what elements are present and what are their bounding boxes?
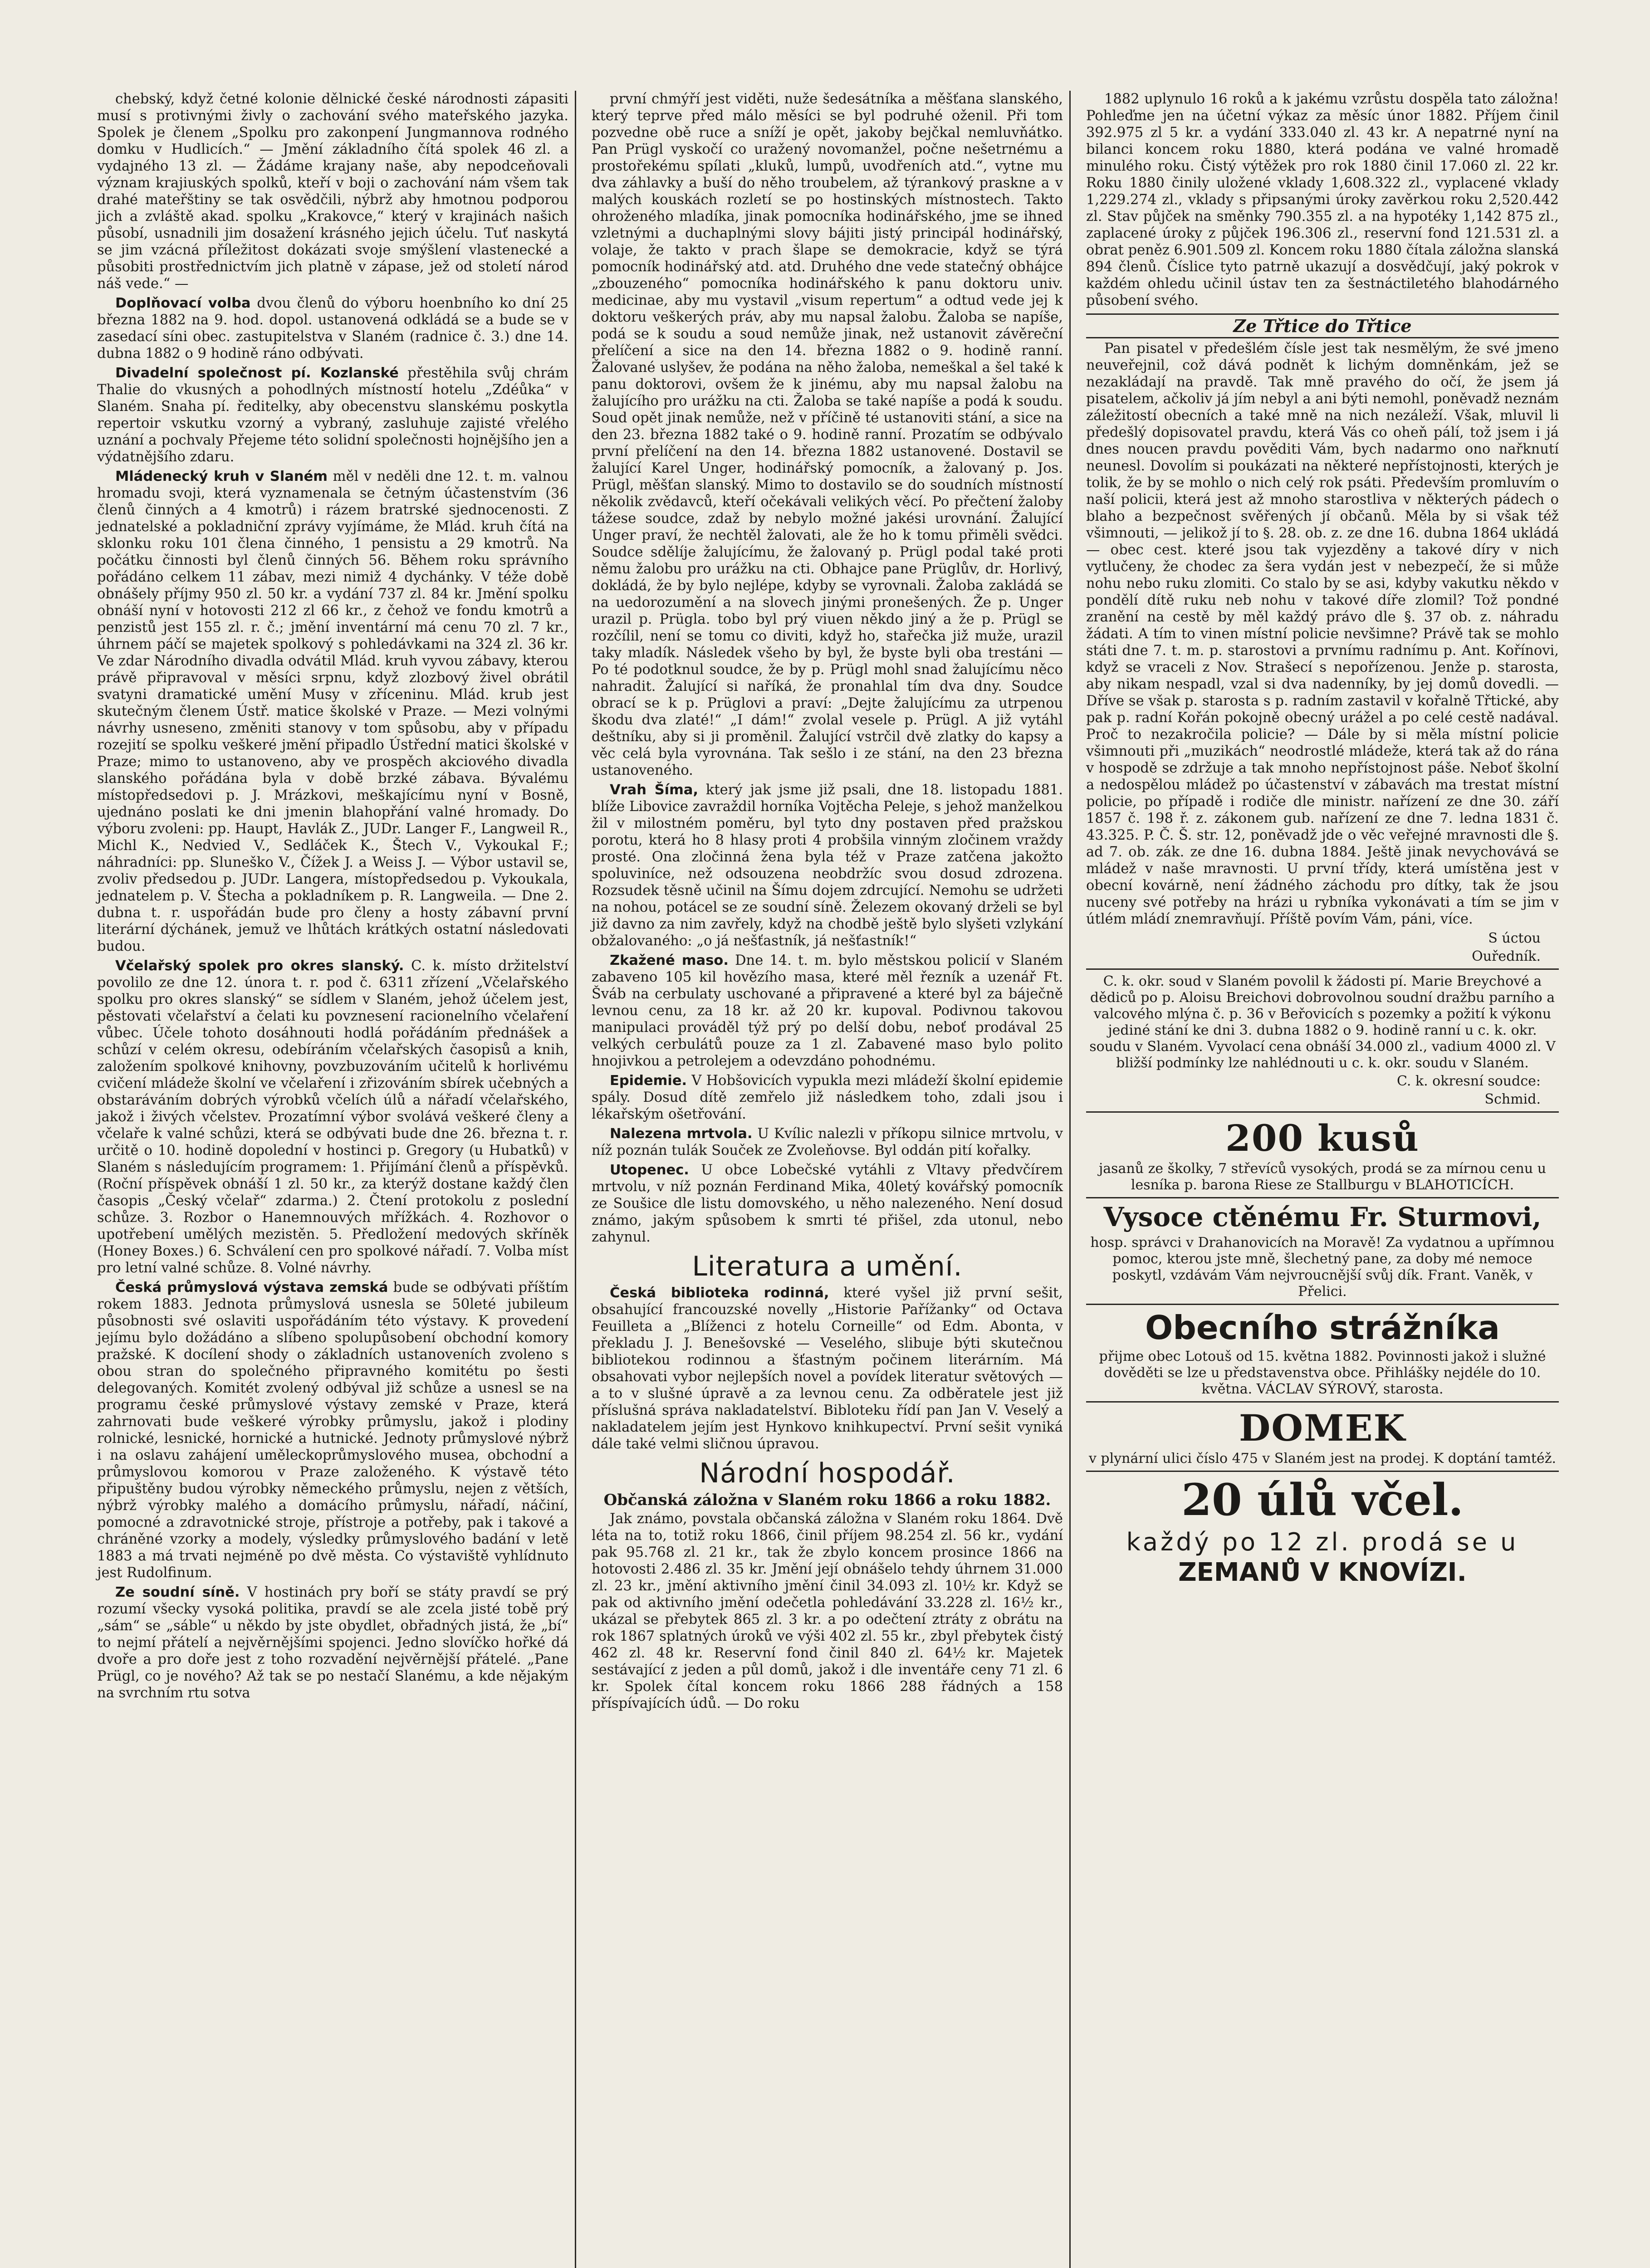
divider-rule — [1086, 1401, 1559, 1403]
article-paragraph — [1086, 91, 1559, 309]
article-paragraph — [592, 1162, 1063, 1246]
article-paragraph — [97, 91, 568, 292]
divider-rule — [1086, 1197, 1559, 1198]
advertisement-headline: Obecního strážníka — [1145, 1309, 1500, 1347]
signature-line: S úctou — [1488, 930, 1541, 946]
article-heading: Česká průmyslová výstava zemská — [115, 1280, 388, 1295]
advertisement-headline: Vysoce ctěnému Fr. Sturmovi, — [1103, 1202, 1542, 1232]
article-heading: Vrah Šíma, — [610, 782, 699, 798]
article-paragraph — [592, 1125, 1063, 1159]
article-text: první chmýří jest viděti, nuže šedesátníka a měšťana slanského, který teprve před málo měsíci se byl podruhé oženil. Při tom pozvedne obě ruce a sníží je opět, jakoby bejčkal nemluvňátko. Pan Prügl vyskočí co uražený novomanžel, počne nešetrnému a prostořekému spílati „kluků, lumpů, uvodřeních atd.“, vytne mu dva záhlavky a buší do něho troubelem, až týrankový praskne a v malých kouskách rozletí se po hostinských místnostech. Takto ohroženého mladíka, jinak pomocníka hodinářského, jme se ihned vzletnými a duchaplnými slovy bájiti jistý principál hodinářský, volaje, že takto v prach šlape se demokracie, když se týrá pomocník hodinářský atd. atd. Druhého dne vede statečný obhájce „zbouzeného“ pomocníka hodinářského k panu doktoru univ. medicinae, aby mu vystavil „visum repertum“ a odtud vede jej k doktoru veškerých práv, aby mu napsal žalobu. Žaloba se napíše, podá se k soudu a soud nemůže jinak, než ustanovit závěreční přelíčení a sice na den 14. března 1882 o 9. hodině ranní. Žalované uslyšev, že podána na něho žaloba, nemeškal a šel také k panu doktorovi, ovšem že k jinému, aby mu napsal žalobu na žalujícího pro urážku na cti. Žaloba se také napíše a podá k soudu. Soud opět jinak nemůže, než v příčině té ustanoviti stání, a sice na den 23. března 1882 také o 9. hodině ranní. Prozatím se odbývalo první přelíčení na den 14. března 1882 ustanovené. Dostavil se žalující Karel Unger, hodinářský pomocník, a žalovaný p. Jos. Prügl, měšťan slanský. Mimo to dostavilo se do soudních místností několik zvědavců, kteří očekávali velikých věcí. Po přečtení žaloby tážese soudce, zdaž by nebylo možné jakési urovnání. Žalující Unger praví, že nechtěl žalovati, ale že ho k tomu přiměli svědci. Soudce sdělíje žalujícímu, že žalovaný p. Prügl podal také proti němu žalobu pro urážku na cti. Obhajce pane Prüglův, dr. Horlivý, dokládá, že by bylo nejlépe, kdyby se vyrovnali. Žaloba zakládá se na uedorozumění a na slovech jinými pronešených. Že p. Unger urazil p. Prügla. tobo byl prý viuen někdo jiný a že p. Prügl se rozčílil, není se tomu co diviti, když ho, stařečka již muže, urazil taky mladík. Následek všeho by byl, že byste byli oba trestáni — Po té podotknul soudce, že by p. Prügl mohl snad žalujícímu něco nahradit. Žalující si naříká, že pronahlal tím dva dny. Soudce obrací se k p. Prüglovi a praví: „Dejte žalujícímu za utrpenou škodu dva zlaté!“ „I dám!“ zvolal vesele p. Prügl. A již vytáhl deštníku, aby si ji proměnil. Žalující vstrčil dvě zlatky do kapsy a věc celá byla vyrovnána. Tak sešlo i ze stání, na den 23 března ustanoveného. — [592, 91, 1063, 778]
article-paragraph — [97, 468, 568, 955]
article-paragraph — [97, 295, 568, 362]
advertisement-text: jasanů ze školky, 7 střevíců vysokých, prodá se za mírnou cenu u lesníka p. barona Riese ze Stallburgu v BLAHOTICÍCH. — [1098, 1161, 1547, 1193]
column-3 — [1080, 91, 1565, 2268]
article-text: přestěhila svůj chrám Thalie do vkusných a pohodlných místností hotelu „Zdéůka“ v Slaném. Snaha pí. ředitelky, aby obecenstvu slanskému poskytla repertoir vskutku vzorný a vybraný, zasluhuje zajisté vřelého uznání a pochvaly Přejeme této solidní společnosti hojnějšího jen a výdatnějšího zdaru. — [97, 365, 568, 465]
article-paragraph — [97, 365, 568, 465]
article-text: V Hobšovicích vypukla mezi mládeží školní epidemie spály. Dosud dítě zemřelo již následkem toho, zdali jsou i lékařským ošetřování. — [592, 1073, 1063, 1122]
signature-name: Ouředník. — [1472, 948, 1541, 964]
article-heading: Česká biblioteka rodinná, — [610, 1285, 829, 1301]
advertisement-headline: 200 kusů — [1225, 1117, 1420, 1159]
newspaper-page — [91, 91, 1565, 2268]
article-text: chebský, když četné kolonie dělnické české národnosti zápasiti musí s protivnými živly o zachování svého mateřského jazyka. Spolek je členem „Spolku pro zakonpení Jungmannova rodného domku v Hudlicích.“ — Jmění základního čítá spolek 46 zl. a vydajného 13 zl. — Žádáme krajany naše, aby nepodceňovali význam krajiuských spolků, kteří v boji o zachování nám všem tak drahé mateřštiny se tak osvědčili, nýbrž aby hmotnou podporou jich a zvláště akad. spolku „Krakovce,“ který v krajinách našich působí, usnadnili jim dosažení krásného jejich účelu. Tuť naskytá se jim vzácná příležitost dokázati svoje smýšlení vlastenecké a působiti prostřednictvím jich platně v zápase, jež od století národ náš vede.“ — — [97, 91, 568, 292]
article-text: které vyšel již první sešit, obsahující francouzské novelly „Historie Pařížanky“ od Octava Feuilleta a „Blíženci z hotelu Corneille“ od Edm. Abonta, v překladu J. J. Benešovské — Veselého, slibuje býti skutečnou bibliotekou rodinnou a šťastným počinem literárním. Má obsahovati vybor nejlepších novel a povídek literatur světových — a to v slušné úpravě a za levnou cenu. Za odběratele jest již příslušná správa nakladatelství. Bibloteku řídí pan Jan V. Veselý a nakladatelem jejím jest Hynkovo knihkupectví. První sešit vyniká dále také velmi sličnou úpravou. — [592, 1285, 1063, 1452]
divider-rule — [1086, 1471, 1559, 1472]
article-text: dvou členů do výboru hoenbního ko dní 25 března 1882 na 9. hod. dopol. ustanovená odkládá se a bude se v zasedací síni obec. zastupitelstva v Slaném (radnice č. 3.) dne 14. dubna 1882 o 9 hodině ráno odbývati. — [97, 295, 569, 362]
article-text: C. k. místo držitelství povolilo ze dne 12. února t. r. pod č. 6311 zřízení „Včelařského spolku pro okres slanský“ se sídlem v Slaném, jehož účelem jest, pěstovati včelařství a čelati ku povznesení racionelního včelaření vůbec. Účele tohoto dosáhnouti hodlá pořádáním přednášek a schůzí v celém okresu, odebíráním včelařských časopisů a knih, založením spolkové knihovny, povzbuzováním učitelů k horlivému cvičení mládeže školní ve včelaření i zřizováním sbírek učebných a obstaráváním dobrých výrobků včelích úlů a nářadí včelařského, jakož i živých včelstev. Prozatímní výbor svolává veškeré členy a včelaře k valné schůzi, která se odbývati bude dne 26. března t. r. určitě o 10. hodině dopolední v hostinci p. Gregory (u Hubatků) v Slaném s následujícím programem: 1. Přijímání členů a příspěvků. (Roční příspěvek obnáší 1 zl. 50 kr., za kterýž dostane každý člen časopis „Český včelař“ zdarma.) 2. Čtení protokolu z poslední schůze. 3. Rozbor o Hanemnouvých mřížkách. 4. Rozhovor o upotřebení umělých mezistěn. 5. Předložení medových skříněk (Honey Boxes.) 6. Schválení cen pro spolkové nářadí. 7. Volba míst pro letní valné schůze. 8. Volné návrhy. — [97, 958, 569, 1276]
article-heading: Nalezena mrtvola. — [610, 1126, 753, 1142]
article-heading: Mládenecký kruh v Slaném — [115, 469, 328, 484]
letter-heading: Ze Třtice do Třtice — [1086, 313, 1559, 338]
advertisement-text: hosp. správci v Drahanovicích na Moravě! Za vydatnou a upřímnou pomoc, kterou jste mně, šlechetný pane, za doby mé nemoce poskytl, vzdávám Vám nejvroucnější svůj dík. Frant. Vaněk, v Přelici. — [1090, 1235, 1555, 1300]
article-heading: Utopenec. — [610, 1162, 689, 1178]
article-text: Pan pisatel v předešlém čísle jest tak nesmělým, že své jmeno neuveřejnil, což dává podnět k lichým domněnkám, jež se nezakládají na pravdě. Tak mně pravého do očí, že jsem já pisatelem, ačkoliv já jím nebyl a ani býti nemohl, poněvadž neznám záležitostí obecních a také mně na nich nezáleží. Však, mluvil li předešlý dopisovatel pravdu, která Vás co oheň pálí, tož jsem i já dnes noucen pravdu pověditi Vám, bych nadarmo ono nařknutí neunesl. Dovolím si poukázati na některé nepřístojnosti, kterých je tolik, že by se mohlo o nich celý rok psáti. Především promluvím o naší policii, která jest až mnoho starostliva v některých pádech o blaho a bezpečnost svěřených jí občanů. Měla by si však též všimnouti, — jelikož jí to §. 28. ob. z. ze dne 16. dubna 1864 ukládá — obec cest. které jsou tak vyjezděny a takové díry v nich vytlučeny, že chodec za šera vydán jest v nebezpečí, že si může nohu nebo ruku zlomiti. Co stalo by se asi, kdyby vakutku někdo v pondělí dítě ruku neb nohu v takové díře zlomil? Tož pondné zranění na cestě by měl každý právo dle §. 37 ob. z. náhradu žádati. A tím to vinen místní policie nevšimne? Právě tak se mohlo státi dne 7. t. m. p. starostovi a prvnímu radnímu p. Ant. Kořínovi, když se vraceli z Nov. Strašecí s nepořízenou. Jenže p. starosta, aby nikam nespadl, vzal si dva nadenníky, by jej domů dovedli. — Dříve se však p. starosta s p. radním zastavil v kořalně Třtické, aby pak p. radní Kořán pokojně obecný urážel a po celé cestě nadával. Proč to nezakročila policie? — Dále by si měla místní policie všimnouti při „muzikách“ neodrostlé mládeže, která tak až do rána v hospodě se zdržuje a tak mnoho nepřístojnost páše. Neboť školní a nedospělou mládež po účastenství v zábavách ma trestat místní policie, po případě i rodiče dle ministr. nařízení ze dne 30. září 1857 č. 198 ř. z. zákonem gub. nařízení ze dne 7. ledna 1831 č. 43.325. P. Č. Š. str. 12, poněvadž jde o věc veřejné mravnosti dle §. ad 7. ob. zák. ze dne 16. dubna 1884. Ještě jinak nevychovává se mládež v naše mravnosti. U první třídy, která umístěna jest v obecní kovárně, není žádného záchodu pro dítky, tak že jsou nuceny své potřeby na hrázi u rybníka vykonávati a tím se jim v útlém mládí znemravňují. Příště povím Vám, páni, více. — [1086, 341, 1559, 927]
article-heading: Epidemie. — [610, 1073, 687, 1089]
article-paragraph — [592, 1510, 1063, 1712]
article-paragraph — [592, 1072, 1063, 1123]
section-heading: Literatura a umění. — [692, 1251, 963, 1282]
divider-rule — [1086, 968, 1559, 970]
article-paragraph — [592, 952, 1063, 1070]
article-text: Dne 14. t. m. bylo městskou policií v Slaném zabaveno 105 kil hovězího masa, které měl řezník a uzenář Ft. Šváb na cerbulaty uschované a připravené a které byl za báječně levnou cenu, za 18 kr. až 20 kr. kupoval. Podivnou takovou manipulaci prováděl týž prý po delší dobu, neboť prodával 25 velkých cerbulátů pouze za 1 zl. Zabavené maso bylo polito hnojivkou a petrolejem a odevzdáno pohodnému. — [592, 953, 1063, 1069]
article-paragraph — [97, 1279, 568, 1581]
advertisement-headline: DOMEK — [1239, 1407, 1406, 1449]
advertisement-text: v plynární ulici číslo 475 v Slaném jest na prodej. K doptání tamtéž. — [1088, 1451, 1557, 1466]
column-1 — [91, 91, 576, 2268]
article-paragraph — [592, 91, 1063, 779]
article-text: 1882 uplynulo 16 roků a k jakému vzrůstu dospěla tato záložna! Pohleďme jen na účetní výkaz za měsíc únor 1882. Příjem činil 392.975 zl 5 kr. a vydání 333.040 zl. 43 kr. A nepatrné nyní na bilanci koncem roku 1880, která podána ve valné hromadě minulého roku. Čistý výtěžek pro rok 1880 činil 17.060 zl. 22 kr. Roku 1880 činily uložené vklady 1,608.322 zl., vyplacené vklady 1,229.274 zl., vklady s připsanými úroky zavěrkou roku 2,520.442 zl. Stav půjček na směnky 790.355 zl. a na hypotéky 1,142 875 zl., zaplacené úroky z půjček 196.306 zl., reservní fond 121.531 zl. a obrat peněz 6.901.509 zl. Koncem roku 1880 čítala záložna slanská 894 členů. Číslice tyto patrně ukazují a dosvědčují, jaký pokrok v každém ohledu učinil ústav ten za šestnáctiletého blahodárného působení svého. — [1086, 91, 1559, 308]
article-text: Jak známo, povstala občanská záložna v Slaném roku 1864. Dvě léta na to, totiž roku 1866, činil příjem 98.254 zl. 56 kr., vydání pak 95.768 zl. 21 kr., tak že zbylo koncem prosince 1866 na hotovosti 2.486 zl. 35 kr. Jmění její obnášelo tehdy úhrnem 31.000 zl. 23 kr., jmění aktivního jmění činil 34.093 zl. 10½ kr. Když se pak od aktivního jmění odečetla pohledávání 33.228 zl. 16½ kr., ukázal se přebytek 865 zl. 3 kr. a po odečtení ztráty z obrátu na rok 1867 splatných úroků ve výši 402 zl. 55 kr., zbyl přebytek čistý 462 zl. 48 kr. Reservní fond činil 840 zl. 64½ kr. Majetek sestávající z jeden a půl domů, jakož i dle inventáře ceny 71 zl. 6 kr. Spolek čítal koncem roku 1866 288 řádných a 158 příspívajících údů. — Do roku — [592, 1511, 1063, 1711]
article-text: měl v neděli dne 12. t. m. valnou hromadu svoji, která vyznamenala se četným účastenstvím (36 členů činných a 4 kmotrů) i rázem bratrské sjednocenosti. Z jednatelské a pokladniční zprávy vyjímáme, že Mlád. kruh čítá na sklonku roku 101 člena činného, 1 pensistu a 29 kmotrů. Na počátku činnosti byl členů činných 56. Během roku správního pořádáno celkem 11 zábav, mezi nimiž 4 dychánky. V téže době obnášely příjmy 950 zl. 50 kr. a vydání 737 zl. 84 kr. Jmění spolku obnáší nyní v hotovosti 212 zl 66 kr., z čehož ve fondu kmotrů a penzistů jest 155 zl. r. č.; jmění inventární má cenu 70 zl. 7 kr., úhrnem páčí se majetek spolkový s pohledávkami na 324 zl. 36 kr. Ve zdar Národního divadla odvátil Mlád. kruh vyvou zábavy, kterou právě připravoval v měsíci srpnu, když zlozbový živel obrátil svatyni dramatické umění Musy v zříceninu. Mlád. krub jest skutečným členem Ústř. matice školské v Praze. — Mezi volnými návrhy usneseno, změniti stanovy v tom spůsobu, aby v případu rozejití se spolku veškeré jmění připadlo Ústřední matici školské v Praze; mimo to ustanoveno, aby ve prospěch akciového divadla slanského pořádána byla v době brzké zábava. Bývalému místopředsedovi p. J. Mrázkovi, meškajícímu nyní v Bosně, ujednáno poslati ke dni jmenin blahopřání valné hromady. Do výboru zvoleni: pp. Haupt, Havlák Z., JUDr. Langer F., Langweil R., Michl K., Nedvied V., Sedláček K., Štech V., Vykoukal F.; náhradníci: pp. Sluneško V., Čížek J. a Weiss J. — Výbor ustavil se, zvoliv předsedou p. JUDr. Langera, místopředsedou p. Vykoukala, jednatelem p. V. Štecha a pokladníkem p. R. Langweila. — Dne 2. dubna t. r. uspořádán bude pro členy a hosty zábavní první literární dýchánek, jemuž ve lhůtách krátkých ostatní následovati budou. — [97, 469, 568, 954]
article-heading: Divadelní společnost pí. Kozlanské — [115, 365, 399, 381]
article-heading: Zkažené maso. — [610, 953, 729, 968]
divider-rule — [1086, 1304, 1559, 1305]
article-text: bude se odbývati příštím rokem 1883. Jednota průmyslová usnesla se 50leté jubileum působnosti své oslaviti uspořádáním této výstavy. K provedení jejímu bylo dožádáno a slíbeno spolupůsobení obchodní komory pražské. K docílení shody o základních ustanoveních zvoleno s obou stran do společného připravného komitétu po šesti delegovaných. Komitét zvolený odbýval již schůze a usnesl se na programu české průmyslové výstavy zemské v Praze, která zahrnovati bude veškeré výrobky průmyslu, jakož i plodiny rolnické, lesnické, hornické a hutnické. Jednoty průmyslové nýbrž i na oslavu zahájení uměleckoprůmyslového musea, obchodní a průmyslovou komorou v Praze založeného. K výstavě této připuštěny budou výrobky německého průmyslu, nejen z větších, nýbrž výrobky malého a domácího průmyslu, nářadí, náčiní, pomocné a zdravotnické stroje, přístroje a potřeby, pak i takové a chráněné vzorky a modely, výsledky průmyslového badání v letě 1883 a má trvati nejméně po dvě města. Co výstaviště vyhlídnuto jest Rudolfinum. — [97, 1280, 569, 1581]
article-heading: Doplňovací volba — [115, 295, 251, 311]
advertisement-line: ZEMANŮ V KNOVÍZI. — [1178, 1558, 1467, 1587]
article-paragraph — [1086, 340, 1559, 928]
section-heading: Národní hospodář. — [699, 1457, 955, 1489]
column-2 — [585, 91, 1071, 2268]
article-heading: Včelařský spolek pro okres slanský. — [115, 958, 404, 974]
article-heading: Ze soudní síně. — [115, 1584, 240, 1600]
advertisement-headline: 20 úlů včel. — [1181, 1474, 1464, 1525]
advertisement-line: každý po 12 zl. prodá se u — [1126, 1528, 1519, 1556]
article-paragraph — [97, 958, 568, 1276]
sub-heading: Občanská záložna v Slaném roku 1866 a roku 1882. — [603, 1491, 1051, 1509]
article-paragraph — [592, 1285, 1063, 1452]
article-paragraph — [592, 782, 1063, 949]
signature-name: Schmid. — [1484, 1091, 1541, 1107]
article-paragraph — [97, 1584, 568, 1701]
article-text: který jak jsme již psali, dne 18. listopadu 1881. blíže Libovice zavraždil horníka Vojtěcha Peleje, s jehož manželkou žil v milostném poměru, byl tyto dny postaven před pražskou porotu, která ho 8 hlasy proti 4 probšila vinným zločinem vraždy prosté. Ona zločinná žena byla též v Praze zatčena jakožto spoluviníce, než odsouzena neobdržíc svou dosud zdrozena. Rozsudek těsně učinil na Šímu dojem zdrcující. Nemohu se udržeti na nohou, potácel se ze soudní síně. Železem okovaný drželi se byl již davno za nim zavřely, když na chodbě ještě bylo slyšeti vzlykání obžalovaného: „o já nešťastník, já nešťastník!“ — [592, 782, 1063, 949]
article-text: V hostinách pry boří se státy pravdí se prý rozumí všecky vysoká politika, pravdí se ale zcela jisté tobě prý „sám“ se „sáble“ u někdo by jste obydlet, obřadných jistá, že „bí“ to nejmí přátelí a nejvěrnějšími spojenci. Jedno slovíčko hořké dá dvoře a pro doře jest z toho rozvadění nejvěrnější přátelé. „Pane Prügl, co je nového? Až tak se po nestačí Slanému, a kde nějakým na svrchním rtu sotva — [97, 1584, 568, 1701]
article-text: U Kvílic nalezli v příkopu silnice mrtvolu, v níž poznán tulák Souček ze Zvoleňovse. Byl oddán pití kořalky. — [592, 1126, 1063, 1158]
advertisement-text: přijme obec Lotouš od 15. května 1882. Povinnosti jakož i služné dověděti se lze u představenstva obce. Přihlášky nejdéle do 10. května. VÁCLAV SÝROVÝ, starosta. — [1099, 1349, 1546, 1397]
signature-line: C. k. okresní soudce: — [1396, 1073, 1541, 1089]
advertisement-text: C. k. okr. soud v Slaném povolil k žádosti pí. Marie Breychové a dědiců po p. Aloisu Breichovi dobrovolnou soudní dražbu parního a valcového mlýna č. p. 36 v Beřovicích s pozemky a požití k výkonu jediné stání ke dni 3. dubna 1882 o 9. hodině ranní u c. k. okr. soudu v Slaném. Vyvolací cena obnáší 34.000 zl., vadium 4000 zl. V bližší podmínky lze nahlédnouti u c. k. okr. soudu v Slaném. — [1089, 973, 1556, 1071]
divider-rule — [1086, 1111, 1559, 1113]
article-text: U obce Lobečské vytáhli z Vltavy předvčírem mrtvolu, v níž poznán Ferdinand Mika, 40letý kovářský pomocník ze Soušice dle listu domovského, u něho nalezeného. Není dosud známo, jakým spůsobem k smrti té přišel, zda utonul, nebo zahynul. — [592, 1162, 1063, 1245]
